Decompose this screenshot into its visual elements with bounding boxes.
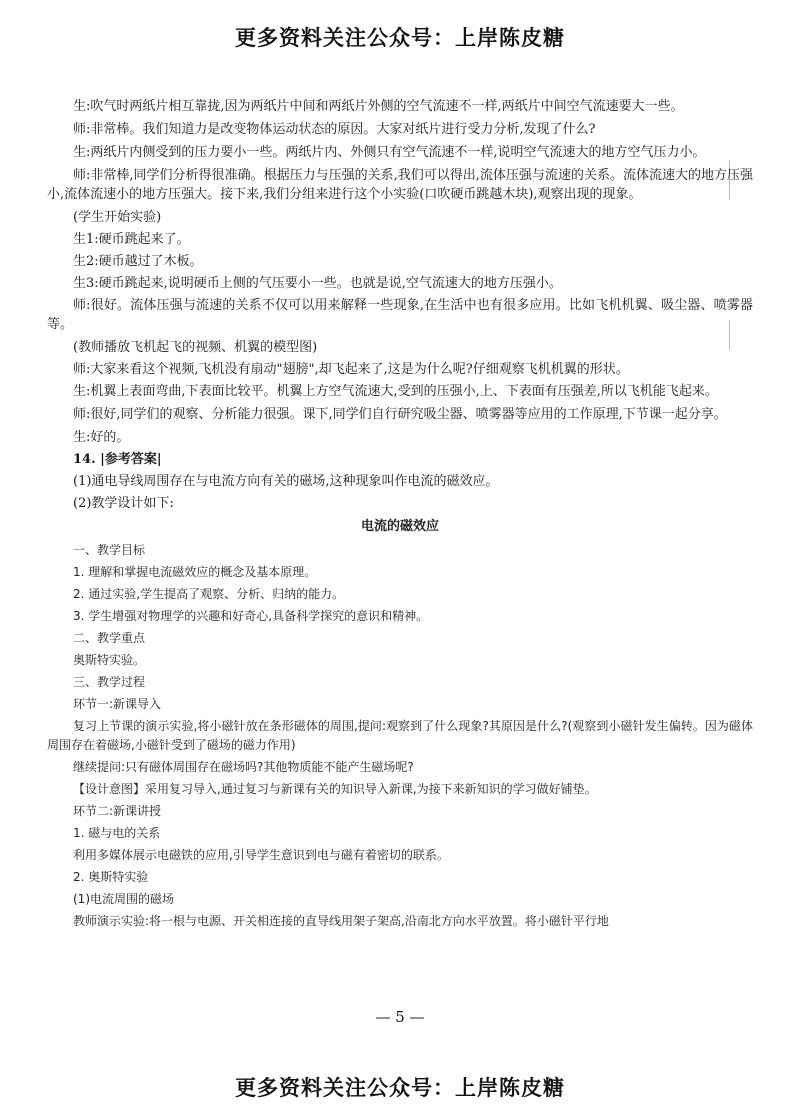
paragraph: 生1:硬币跳起来了。 xyxy=(73,232,190,247)
paragraph: 师:大家来看这个视频,飞机没有扇动"翅膀",却飞起来了,这是为什么呢?仔细观察飞机机翼的形状。 xyxy=(73,362,629,377)
paragraph: 3. 学生增强对物理学的兴趣和好奇心,具备科学探究的意识和精神。 xyxy=(73,609,429,623)
subsection-heading: 环节二:新课讲授 xyxy=(73,804,162,818)
paragraph: 1. 理解和掌握电流磁效应的概念及基本原理。 xyxy=(73,565,317,579)
paragraph: 生2:硬币越过了木板。 xyxy=(73,254,203,269)
subsection-heading: 环节一:新课导入 xyxy=(73,697,162,711)
paragraph: (教师播放飞机起飞的视频、机翼的模型图) xyxy=(73,340,318,355)
page-number: — 5 — xyxy=(375,1008,425,1026)
paragraph: 奥斯特实验。 xyxy=(73,653,146,667)
section-heading: 一、教学目标 xyxy=(73,543,146,557)
header-banner: 更多资料关注公众号：上岸陈皮糖 xyxy=(235,26,565,50)
paragraph: 生3:硬币跳起来,说明硬币上侧的气压要小一些。也就是说,空气流速大的地方压强小。 xyxy=(73,276,562,291)
answer-heading: 14. |参考答案| xyxy=(73,452,162,467)
paragraph: 师:非常棒。我们知道力是改变物体运动状态的原因。大家对纸片进行受力分析,发现了什么? xyxy=(73,122,596,137)
paragraph: 2. 通过实验,学生提高了观察、分析、归纳的能力。 xyxy=(73,587,345,601)
paragraph: 复习上节课的演示实验,将小磁针放在条形磁体的周围,提问:观察到了什么现象?其原因是什么?(观察到小磁针发生偏转。因为磁体周围存在着磁场,小磁针受到了磁场的磁力作用) xyxy=(47,719,753,752)
section-heading: 三、教学过程 xyxy=(73,675,146,689)
paragraph: 师:很好,同学们的观察、分析能力很强。课下,同学们自行研究吸尘器、喷雾器等应用的工作原理,下节课一起分享。 xyxy=(73,407,727,422)
page-content xyxy=(47,97,753,934)
paragraph: 1. 磁与电的关系 xyxy=(73,826,161,840)
paragraph: 教师演示实验:将一根与电源、开关相连接的直导线用架子架高,沿南北方向水平放置。将小磁针平行地 xyxy=(73,914,609,928)
footer-banner: 更多资料关注公众号：上岸陈皮糖 xyxy=(235,1076,565,1100)
section-heading: 二、教学重点 xyxy=(73,631,146,645)
paragraph: (1)电流周围的磁场 xyxy=(73,892,174,906)
paragraph: 利用多媒体展示电磁铁的应用,引导学生意识到电与磁有着密切的联系。 xyxy=(73,848,449,862)
answer-line: (2)教学设计如下: xyxy=(73,496,174,511)
paragraph: 生:吹气时两纸片相互靠拢,因为两纸片中间和两纸片外侧的空气流速不一样,两纸片中间空气流速要大一些。 xyxy=(73,99,684,114)
paragraph: 师:很好。流体压强与流速的关系不仅可以用来解释一些现象,在生活中也有很多应用。比如飞机机翼、吸尘器、喷雾器等。 xyxy=(47,298,753,332)
paragraph: 生:两纸片内侧受到的压力要小一些。两纸片内、外侧只有空气流速不一样,说明空气流速大的地方空气压力小。 xyxy=(73,145,706,160)
paragraph: 生:好的。 xyxy=(73,430,130,445)
paragraph: 继续提问:只有磁体周围存在磁场吗?其他物质能不能产生磁场呢? xyxy=(73,760,414,774)
paragraph: 2. 奥斯特实验 xyxy=(73,870,149,884)
paragraph: 师:非常棒,同学们分析得很准确。根据压力与压强的关系,我们可以得出,流体压强与流速的关系。流体流速大的地方压强小,流体流速小的地方压强大。接下来,我们分组来进行这个小实验(口吹硬币跳越木块),观察出现的现象。 xyxy=(47,168,753,202)
answer-line: (1)通电导线周围存在与电流方向有关的磁场,这种现象叫作电流的磁效应。 xyxy=(73,474,499,489)
design-intent: 【设计意图】采用复习导入,通过复习与新课有关的知识导入新课,为接下来新知识的学习做好铺垫。 xyxy=(73,782,597,796)
paragraph: 生:机翼上表面弯曲,下表面比较平。机翼上方空气流速大,受到的压强小,上、下表面有压强差,所以飞机能飞起来。 xyxy=(73,384,718,399)
paragraph: (学生开始实验) xyxy=(73,210,162,225)
design-title: 电流的磁效应 xyxy=(360,519,439,534)
